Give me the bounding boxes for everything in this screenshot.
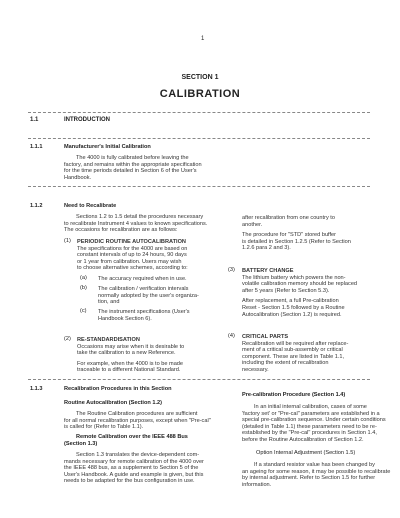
list-item: CRITICAL PARTS Recalibration will be required after replace- ment of a critical sub-assembly or critical component. These are listed in Table 1.1, including the extent of recalibration necessary.	[242, 334, 349, 373]
list-item: The calibration / verification intervals normally adopted by the user's organiza- tion, and	[98, 286, 199, 306]
heading-number: 1.1	[30, 117, 39, 123]
subheading: (Section 1.3)	[64, 441, 98, 447]
heading-number: 1.1.3	[30, 386, 43, 392]
paragraph: Section 1.3 translates the device-dependent com- mands necessary for remote calibration of the 4000 over the IEEE 488 bus, as a supplement to Section 5 of the User's Handbook. A guide and example is given, but this needs to be adapted for the bus configuration in use.	[64, 452, 204, 485]
list-item: PERIODIC ROUTINE AUTOCALIBRATION The specifications for the 4000 are based on constant intervals of up to 24 hours, 90 days or 1 year from calibration. Users may wish to choose alternative schemes, according to:	[77, 239, 188, 272]
list-marker: (c)	[80, 308, 87, 314]
list-marker: (3)	[228, 267, 235, 273]
subheading: Routine Autocalibration (Section 1.2)	[64, 400, 162, 406]
list-marker: (b)	[80, 285, 87, 291]
subheading: Pre-calibration Procedure (Section 1.4)	[242, 392, 346, 398]
paragraph: The Routine Calibration procedures are sufficient for all normal recalibration purposes, except when "Pre-cal" is called for (Refer to Table 1.1).	[64, 411, 211, 431]
list-item: BATTERY CHANGE The lithium battery which powers the non- volatile calibration memory should be replaced after 5 years (Refer to Section 5.3). After replacement, a full Pre-calibration Reset - Section 1.5 followed by a Routine Autocalibration (Section 1.2) is required.	[242, 268, 358, 318]
page-title: CALIBRATION	[159, 88, 241, 100]
heading-title: Need to Recalibrate	[64, 203, 117, 209]
list-item: The instrument specifications (User's Handbook Section 6).	[98, 309, 190, 322]
list-marker: (2)	[64, 336, 71, 342]
divider	[28, 138, 370, 139]
section-label: SECTION 1	[181, 74, 219, 81]
paragraph: If a standard resistor value has been changed by an ageing for some reason, it may be possible to recalibrate by internal adjustment. Refer to Section 1.5 for further information.	[242, 462, 391, 488]
divider	[28, 186, 370, 187]
paragraph: The 4000 is fully calibrated before leaving the factory, and remains within the appropriate specification for the time periods detailed in Section 6 of the User's Handbook.	[64, 155, 202, 181]
heading-title: Manufacturer's Initial Calibration	[64, 144, 151, 150]
divider	[28, 379, 370, 380]
list-marker: (1)	[64, 238, 71, 244]
paragraph: In an initial internal calibration, cases of some 'factory set' or "Pre-cal" parameters are established in a special pre-calibration sequence. Under certain conditions (detailed in Table 1.1) these parameters need to be re- established by the "Pre-cal" procedures in Section 1.4, before the Routine Autocalibration of Section 1.2.	[242, 404, 386, 443]
paragraph: after recalibration from one country to another. The procedure for "STD" stored buffer is detailed in Section 1.2.5 (Refer to Section 1.2.6 para 2 and 3).	[242, 215, 351, 252]
heading-number: 1.1.1	[30, 144, 43, 150]
list-marker: (a)	[80, 275, 87, 281]
subheading: Remote Calibration over the IEEE 488 Bus	[76, 434, 188, 440]
heading-number: 1.1.2	[30, 203, 43, 209]
paragraph: Sections 1.2 to 1.5 detail the procedures necessary to recalibrate Instrument 4 values to known specifications. The occasions for recalibration are as follows:	[64, 214, 208, 234]
divider	[28, 112, 370, 113]
list-marker: (4)	[228, 333, 235, 339]
list-item: RE-STANDARDISATION Occasions may arise when it is desirable to take the calibration to a new Reference. For example, when the 4000 is to be made traceable to a different National Standard.	[77, 337, 185, 374]
subheading: Option Internal Adjustment (Section 1.5)	[256, 450, 356, 456]
heading-title: INTRODUCTION	[64, 117, 110, 123]
heading-title: Recalibration Procedures in this Section	[64, 386, 172, 392]
page-number: 1	[201, 36, 205, 42]
list-item: The accuracy required when in use.	[98, 276, 187, 282]
